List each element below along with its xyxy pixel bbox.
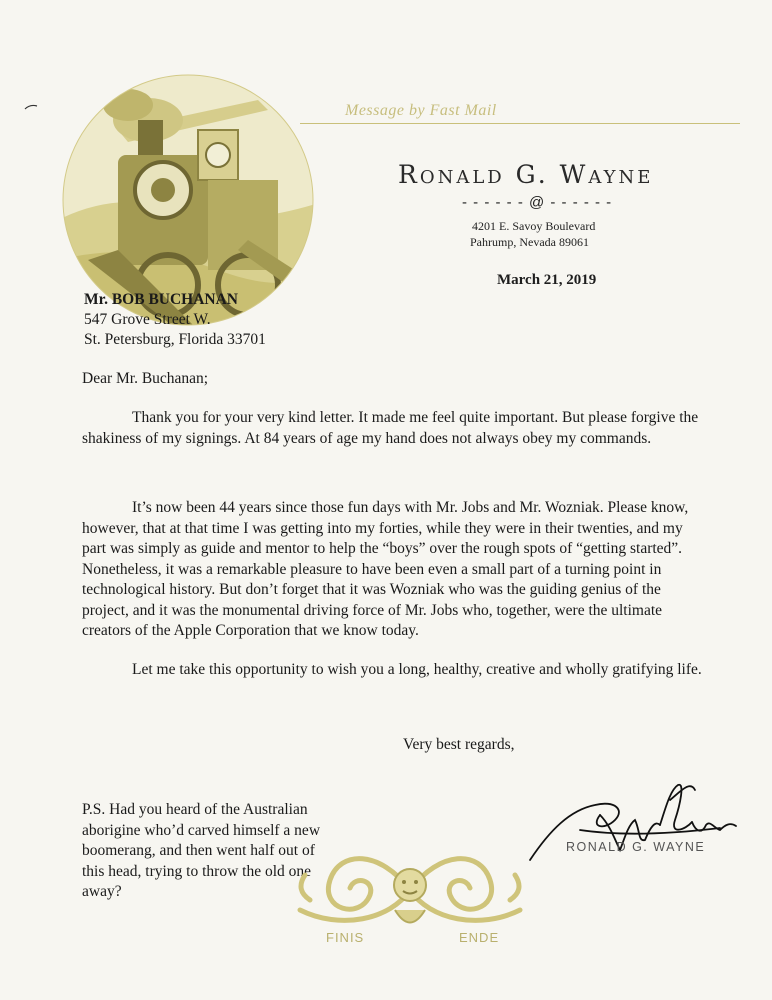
handwritten-signature (520, 770, 750, 870)
letterhead-tagline: Message by Fast Mail (345, 102, 497, 119)
body-paragraph-2 (82, 498, 702, 642)
body-paragraph-2-text: It’s now been 44 years since those fun days with Mr. Jobs and Mr. Wozniak. Please know, however, that at that time I was getting into my forties, while they were in their twenties, and my part was simply as guide and mentor to help the “boys” over the rough spots of “getting started”. Nonetheless, it was a remarkable pleasure to have been even a small part of a turning point in technological history. But don’t forget that it was Wozniak who was the guiding genius of the project, and it was the monumental driving force of Mr. Jobs who, together, were the ultimate creators of the Apple Corporation that we know today. (82, 499, 689, 639)
body-paragraph-3-text: Let me take this opportunity to wish you a long, healthy, creative and wholly gratifying life. (132, 661, 702, 678)
body-paragraph-3 (82, 660, 702, 681)
ornament-right-word: ENDE (459, 930, 500, 945)
sender-name: Ronald G. Wayne (398, 160, 654, 189)
recipient-block (84, 290, 266, 350)
body-paragraph-1 (82, 408, 702, 449)
body-paragraph-1-text: Thank you for your very kind letter. It made me feel quite important. But please forgive the shakiness of my signings. At 84 years of age my hand does not always obey my commands. (82, 409, 699, 447)
recipient-name: Mr. BOB BUCHANAN (84, 291, 239, 308)
salutation: Dear Mr. Buchanan; (82, 370, 209, 387)
recipient-city: St. Petersburg, Florida 33701 (84, 331, 266, 348)
signature-printed-name: RONALD G. WAYNE (566, 840, 706, 854)
ornament-left-word: FINIS (326, 930, 365, 945)
closing: Very best regards, (403, 736, 515, 753)
finis-ornament (280, 840, 540, 940)
sender-address-city: Pahrump, Nevada 89061 (470, 235, 589, 249)
sender-at-line: - - - - - - @ - - - - - - (462, 194, 613, 211)
letter-date: March 21, 2019 (497, 272, 597, 288)
sender-address-street: 4201 E. Savoy Boulevard (472, 219, 596, 233)
letterhead-rule (300, 123, 740, 124)
stray-mark (24, 104, 38, 110)
recipient-street: 547 Grove Street W. (84, 311, 211, 328)
postscript: P.S. Had you heard of the Australian aborigine who’d carved himself a new boomerang, and then went half out of this head, trying to throw the old one away? (82, 801, 321, 900)
